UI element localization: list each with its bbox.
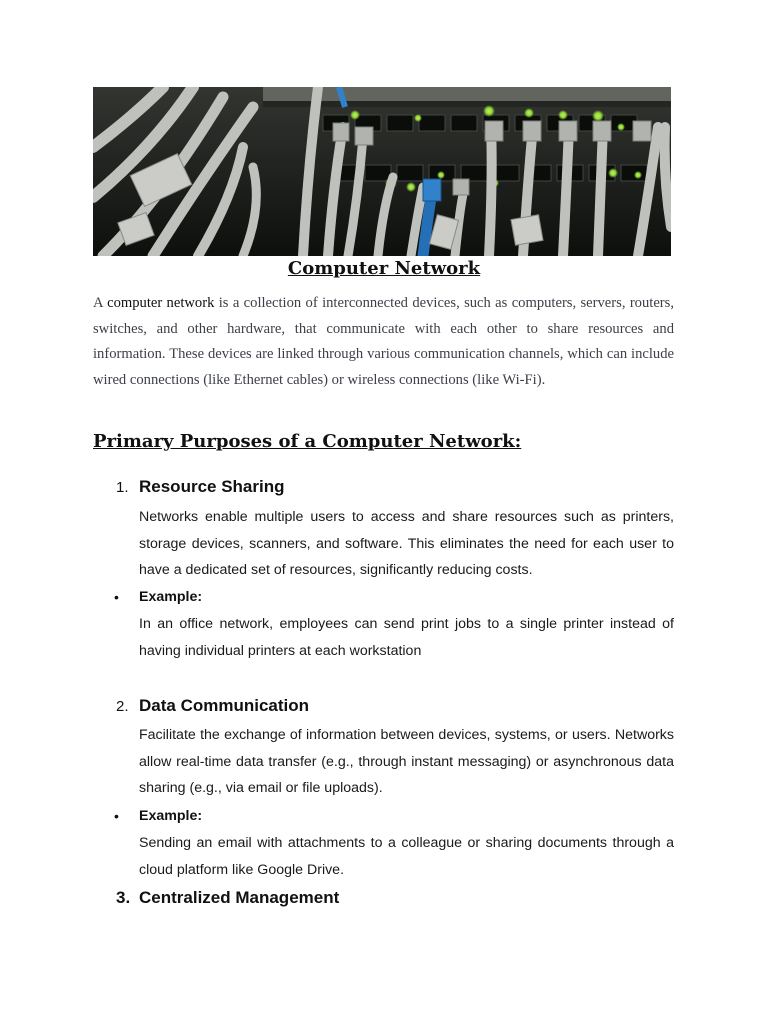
item-title-centralized-management: Centralized Management — [139, 888, 340, 907]
intro-term: computer network — [107, 295, 215, 311]
intro-prefix: A — [93, 295, 108, 311]
intro-paragraph — [93, 291, 674, 394]
item-title-data-communication: Data Communication — [139, 696, 310, 715]
bullet-marker: • — [114, 808, 119, 824]
network-cables-photo — [93, 87, 671, 256]
bullet-marker: • — [114, 589, 119, 605]
example-label: Example: — [139, 589, 203, 605]
document-title: Computer Network — [287, 258, 481, 279]
list-number-2: 2. — [116, 698, 129, 715]
item-body-resource-sharing: Networks enable multiple users to access and share resources such as printers, storage devices, scanners, and software. This eliminates the need for each user to have a dedicated set of resources, significantly reducing costs. — [139, 509, 674, 578]
list-number-3: 3. — [116, 888, 131, 907]
example-text-resource-sharing: In an office network, employees can send print jobs to a single printer instead of having individual printers at each workstation — [139, 616, 674, 659]
list-number-1: 1. — [116, 479, 129, 496]
example-label: Example: — [139, 808, 203, 824]
item-body-data-communication: Facilitate the exchange of information between devices, systems, or users. Networks allow real-time data transfer (e.g., through instant messaging) or asynchronous data sharing (e.g., via email or file uploads). — [139, 727, 674, 796]
section-heading: Primary Purposes of a Computer Network: — [93, 431, 522, 452]
item-title-resource-sharing: Resource Sharing — [139, 477, 285, 496]
intro-text: is a collection of interconnected devices, such as computers, servers, routers, switches, and other hardware, that communicate with each other to share resources and information. These devices are linked through various communication channels, which can include wired connections (like Ethernet cables) or wireless connections (like Wi-Fi). — [93, 295, 674, 389]
example-text-data-communication: Sending an email with attachments to a colleague or sharing documents through a cloud platform like Google Drive. — [139, 835, 674, 878]
